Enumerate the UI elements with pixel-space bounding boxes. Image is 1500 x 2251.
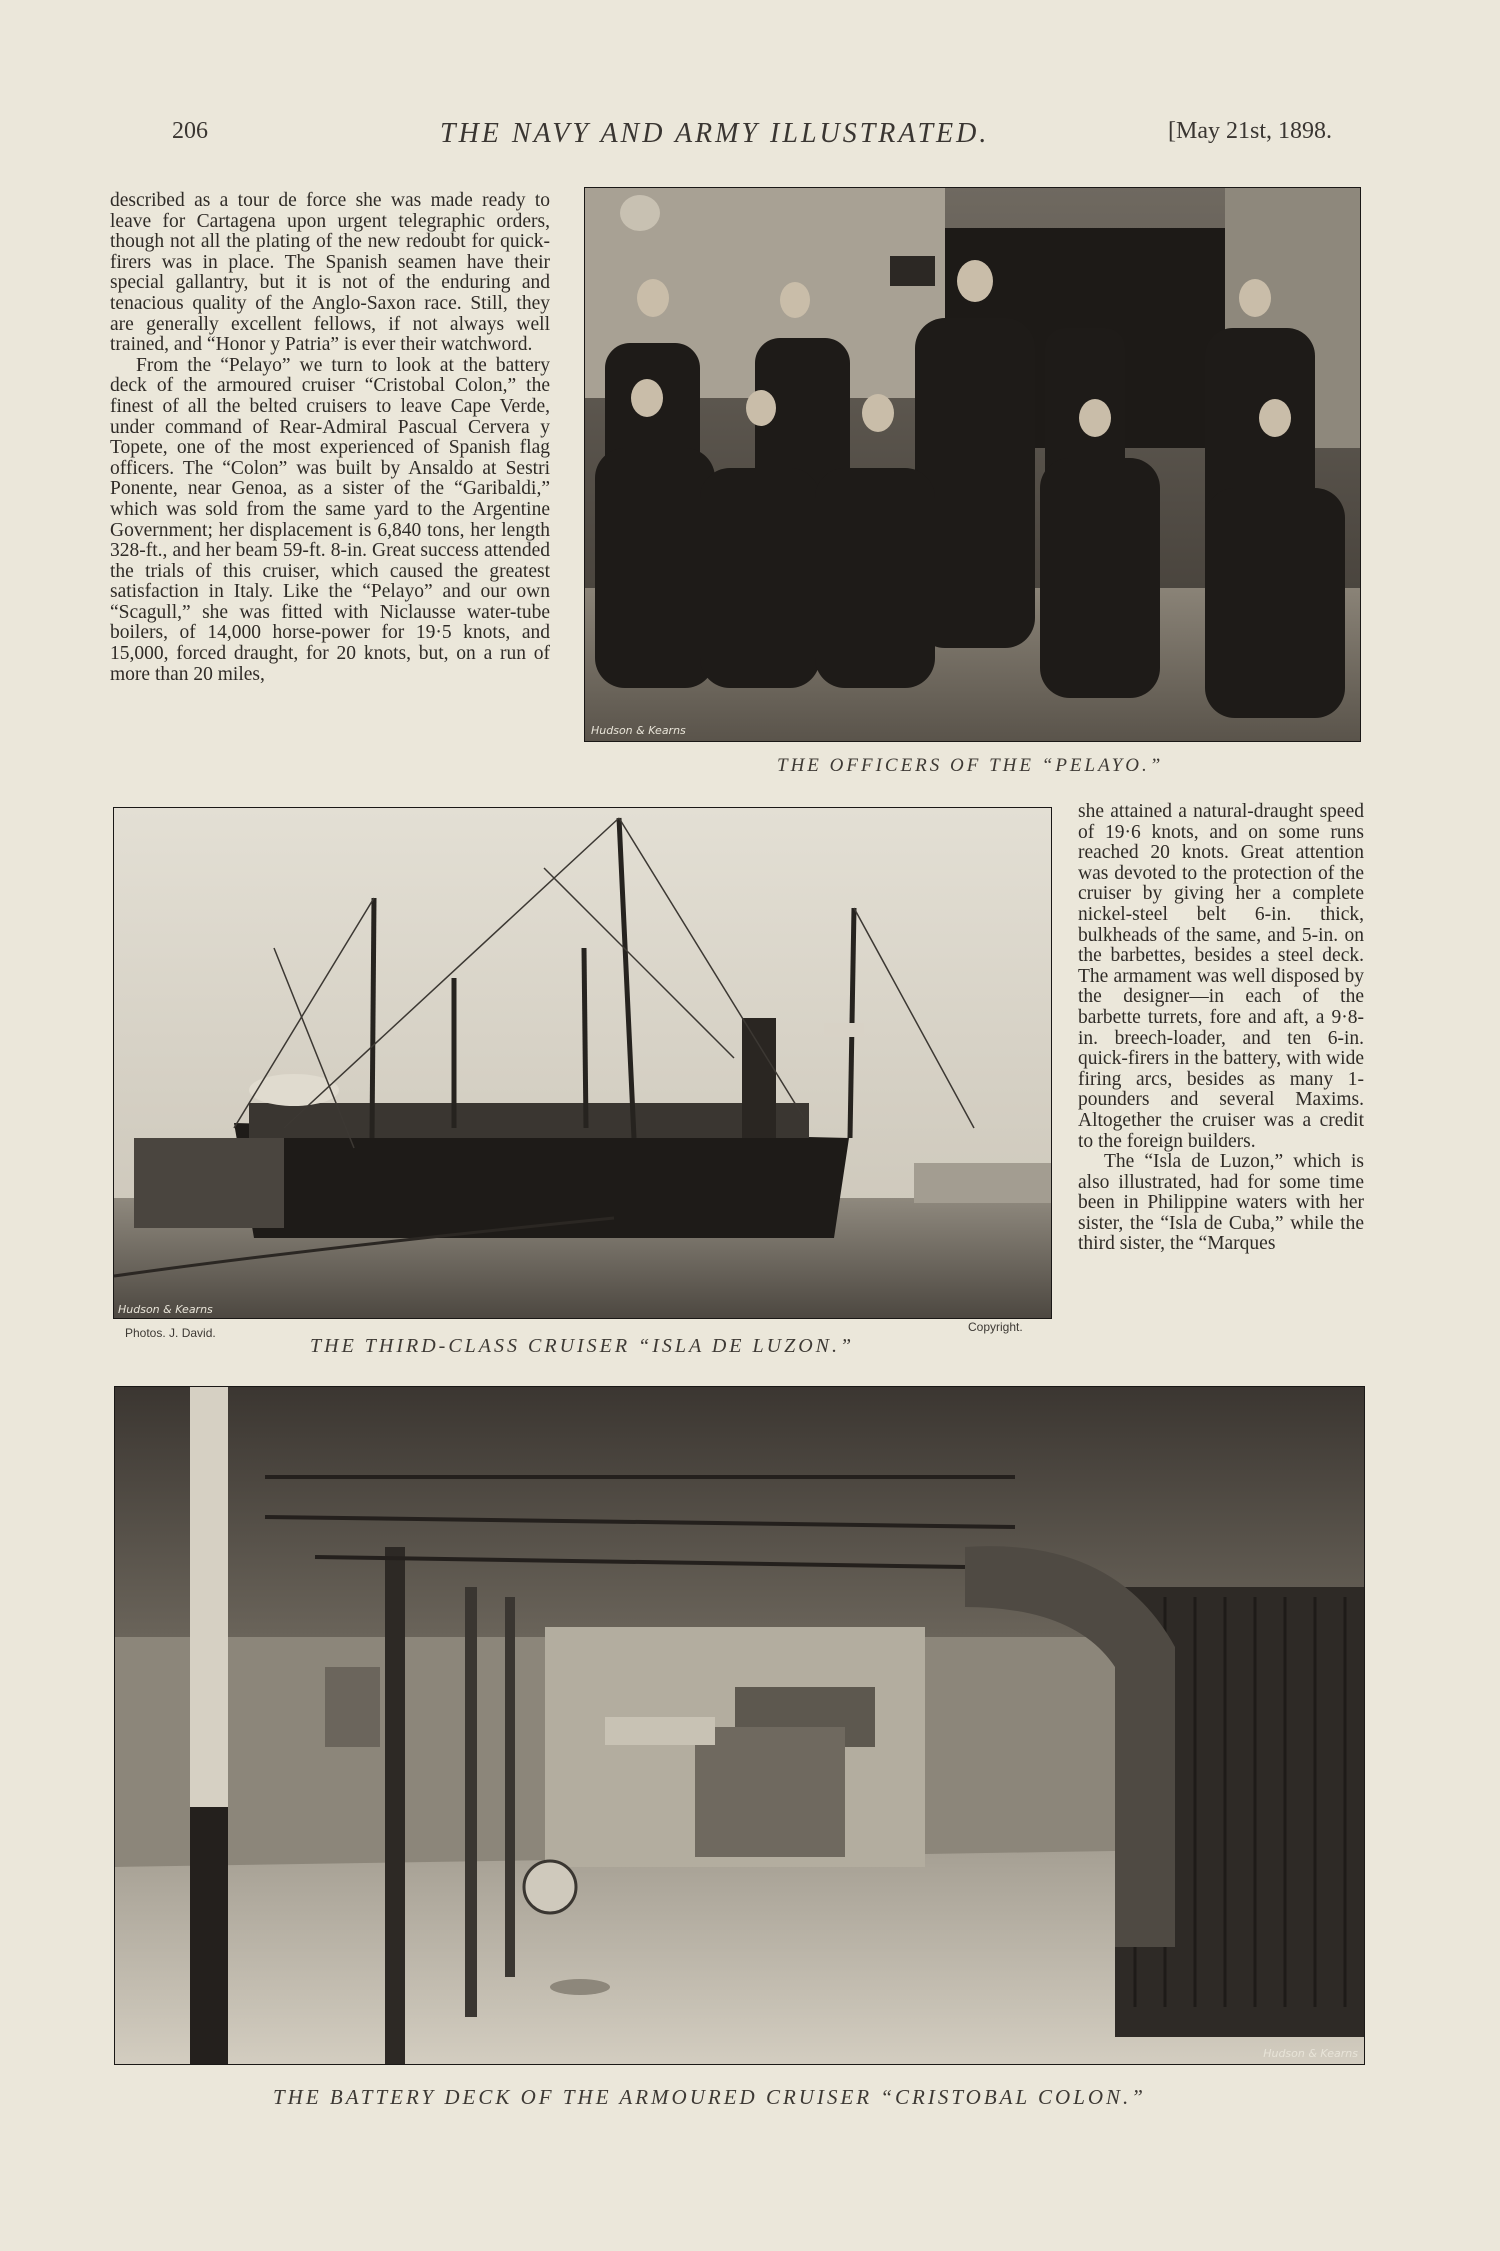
officers-caption: THE OFFICERS OF THE “PELAYO.” bbox=[777, 755, 1164, 776]
officers-photo bbox=[584, 187, 1361, 742]
running-title: THE NAVY AND ARMY ILLUSTRATED. bbox=[440, 118, 990, 149]
officers-photo-illustration bbox=[585, 188, 1360, 741]
right-paragraph-2: The “Isla de Luzon,” which is also illustrated, had for some time been in Philippine waters with her sister, the “Isla de Cuba,” while the third sister, the “Marques bbox=[1078, 1151, 1364, 1255]
battery-deck-engraver-mark: Hudson & Kearns bbox=[1263, 2047, 1358, 2060]
officers-engraver-mark: Hudson & Kearns bbox=[591, 724, 686, 737]
cruiser-photo-illustration bbox=[114, 808, 1051, 1318]
cruiser-engraver-mark: Hudson & Kearns bbox=[118, 1303, 213, 1316]
battery-deck-caption: THE BATTERY DECK OF THE ARMOURED CRUISER “CRISTOBAL COLON.” bbox=[273, 2085, 1146, 2109]
cruiser-caption: THE THIRD-CLASS CRUISER “ISLA DE LUZON.” bbox=[310, 1335, 855, 1357]
left-text-column bbox=[110, 191, 550, 685]
page-number: 206 bbox=[172, 118, 208, 144]
cruiser-copyright: Copyright. bbox=[968, 1320, 1023, 1334]
battery-deck-photo bbox=[114, 1386, 1365, 2065]
left-paragraph-1: described as a tour de force she was made ready to leave for Cartagena upon urgent telegraphic orders, though not all the plating of the new redoubt for quick-firers was in place. The Spanish seamen have their special gallantry, but it is not of the enduring and tenacious quality of the Anglo-Saxon race. Still, they are generally excellent fellows, if not always well trained, and “Honor y Patria” is ever their watchword. bbox=[110, 190, 550, 356]
cruiser-photo-credit: Photos. J. David. bbox=[125, 1326, 216, 1340]
right-paragraph-1: she attained a natural-draught speed of 19·6 knots, and on some runs reached 20 knots. Great attention was devoted to the protection of the cruiser by giving her a complete nickel-steel belt 6-in. thick, bulkheads of the same, and 5-in. on the barbettes, besides a steel deck. The armament was well disposed by the designer—in each of the barbette turrets, fore and aft, a 9·8-in. breech-loader, and ten 6-in. quick-firers in the battery, with wide firing arcs, besides as many 1-pounders and several Maxims. Altogether the cruiser was a credit to the foreign builders. bbox=[1078, 801, 1364, 1152]
battery-deck-illustration bbox=[115, 1387, 1364, 2064]
left-paragraph-2: From the “Pelayo” we turn to look at the battery deck of the armoured cruiser “Cristobal Colon,” the finest of all the belted cruisers to leave Cape Verde, under command of Rear-Admiral Pascual Cervera y Topete, one of the most experienced of Spanish flag officers. The “Colon” was built by Ansaldo at Sestri Ponente, near Genoa, as a sister of the “Garibaldi,” which was sold from the same yard to the Argentine Government; her displacement is 6,840 tons, her length 328-ft., and her beam 59-ft. 8-in. Great success attended the trials of this cruiser, which caused the greatest satisfaction in Italy. Like the “Pelayo” and our own “Scagull,” she was fitted with Niclausse water-tube boilers, of 14,000 horse-power for 19·5 knots, and 15,000, forced draught, for 20 knots, but, on a run of more than 20 miles, bbox=[110, 354, 550, 685]
right-text-column bbox=[1078, 802, 1364, 1255]
issue-date: [May 21st, 1898. bbox=[1168, 118, 1332, 144]
cruiser-photo bbox=[113, 807, 1052, 1319]
